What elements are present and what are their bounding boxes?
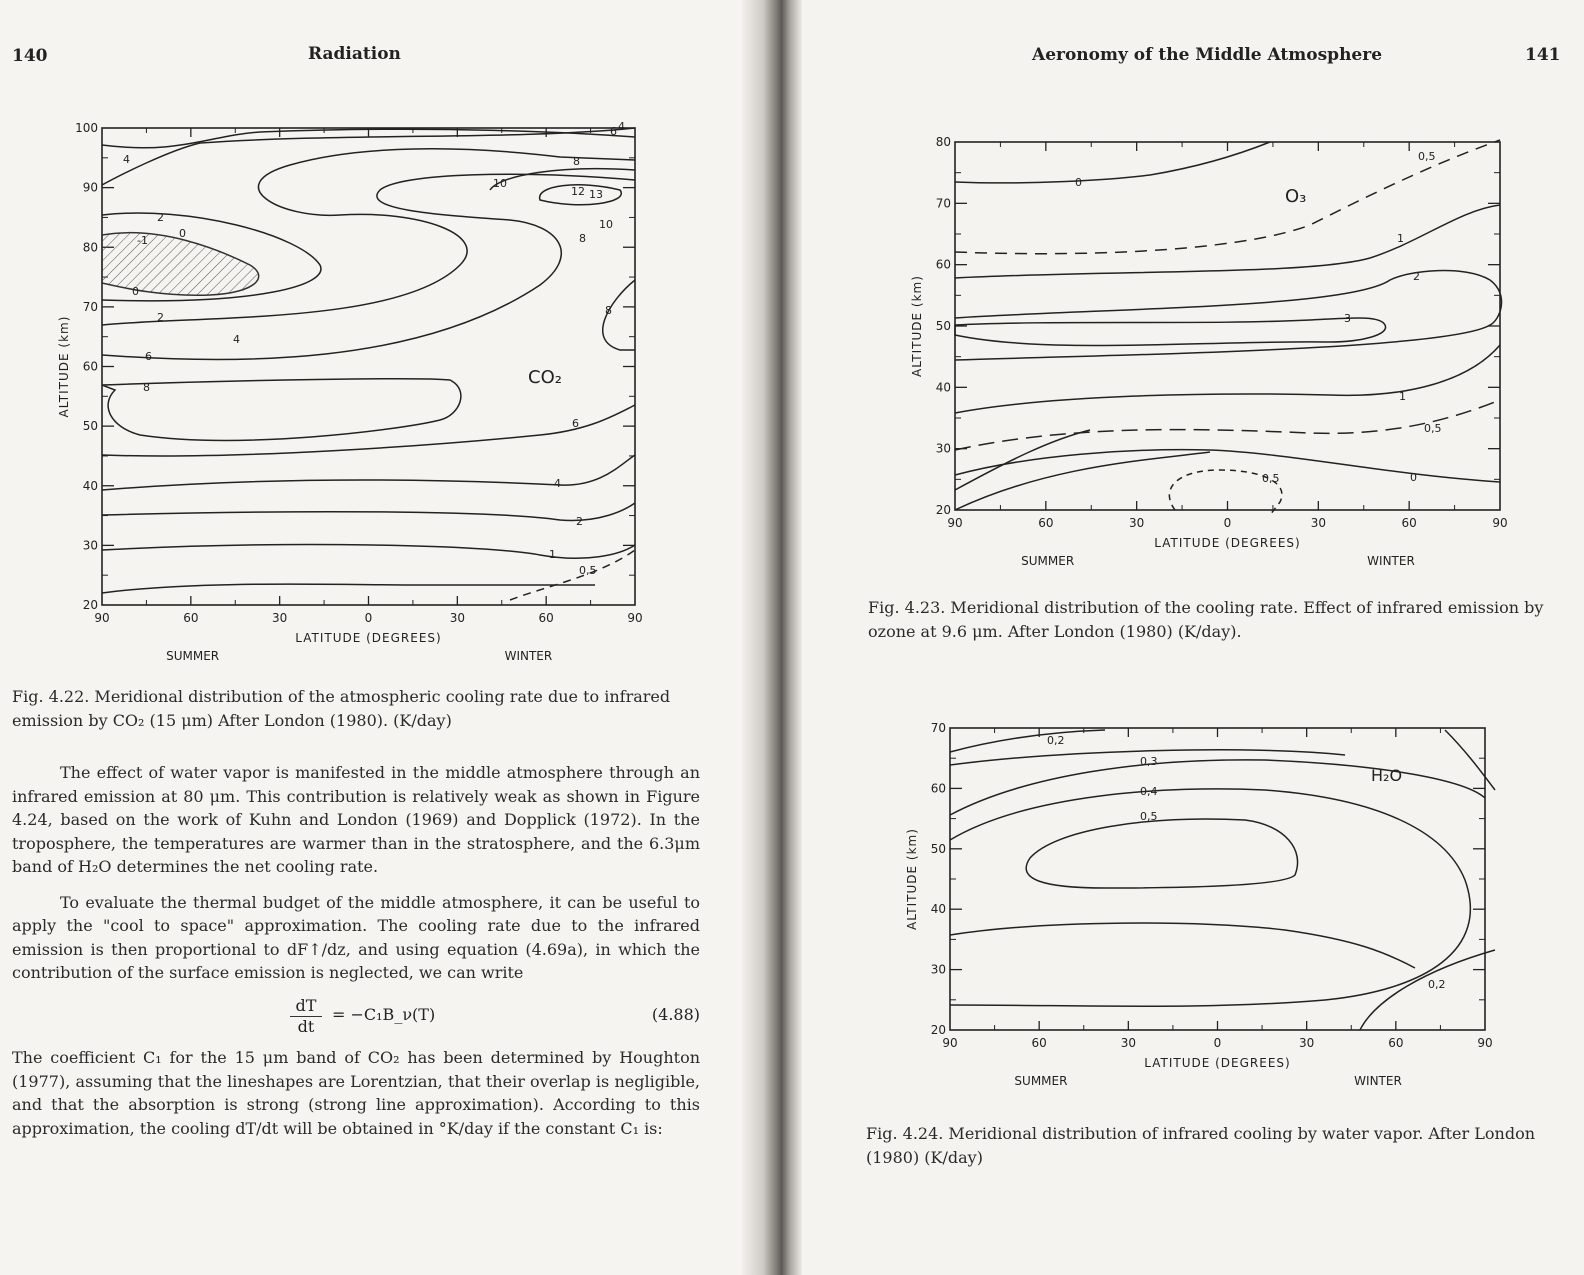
h2o-y-tick-label: 20 <box>930 1023 946 1037</box>
co2-y-tick-label: 80 <box>82 240 98 255</box>
o3-y-tick-label: 40 <box>935 380 951 395</box>
book-gutter-shadow <box>742 0 802 1275</box>
svg-text:2: 2 <box>157 211 164 224</box>
svg-text:1: 1 <box>549 548 556 561</box>
paragraph-cool-to-space: To evaluate the thermal budget of the middle atmosphere, it can be useful to apply the "cool to space" approximation. The cooling rate due to the infrared emission is then proportional to dF↑/dz, and using equation (4.69a), in which the contribution of the surface emission is neglected, we can write <box>12 892 700 982</box>
svg-text:2: 2 <box>157 311 164 324</box>
co2-x-tick-label: 60 <box>183 611 199 625</box>
svg-text:1: 1 <box>1397 232 1404 245</box>
page-number-right: 141 <box>1525 45 1561 65</box>
co2-y-tick-label: 20 <box>82 598 98 612</box>
o3-y-axis-title: ALTITUDE (km) <box>910 275 924 377</box>
co2-x-tick-label: 90 <box>627 611 643 625</box>
svg-text:0,4: 0,4 <box>1140 785 1158 798</box>
co2-y-tick-label: 30 <box>82 538 98 553</box>
h2o-x-axis-title: LATITUDE (DEGREES) <box>1144 1056 1291 1070</box>
h2o-y-tick-label: 40 <box>930 902 946 917</box>
o3-x-tick-label: 30 <box>1310 516 1326 530</box>
fig-4-24-caption: Fig. 4.24. Meridional distribution of infrared cooling by water vapor. After London (1980) (K/day) <box>866 1124 1535 1167</box>
co2-y-axis-title: ALTITUDE (km) <box>57 315 71 418</box>
body-text-left <box>12 761 700 997</box>
co2-cooling-chart <box>40 115 680 675</box>
co2-y-tick-label: 70 <box>82 299 98 314</box>
o3-x-tick-label: 90 <box>947 516 963 530</box>
h2o-species-label: H₂O <box>1371 766 1403 785</box>
co2-x-tick-label: 30 <box>272 611 288 625</box>
svg-text:0: 0 <box>1410 471 1417 484</box>
paragraph-coefficient: The coefficient C₁ for the 15 μm band of CO₂ has been determined by Houghton (1977), assuming that the lineshapes are Lorentzian, that their overlap is negligible, and that the absorption is strong (strong line approximation). According to this approximation, the cooling dT/dt will be obtained in °K/day if the constant C₁ is: <box>12 1048 700 1138</box>
svg-text:0,3: 0,3 <box>1140 755 1158 768</box>
fig-4-23-caption: Fig. 4.23. Meridional distribution of the cooling rate. Effect of infrared emission by ozone at 9.6 μm. After London (1980) (K/day). <box>868 598 1544 641</box>
page-number-left: 140 <box>12 46 48 66</box>
h2o-x-tick-label: 60 <box>1031 1036 1047 1050</box>
co2-x-tick-label: 90 <box>94 611 110 625</box>
o3-summer-label: SUMMER <box>1021 554 1075 568</box>
o3-y-tick-label: 60 <box>935 257 951 272</box>
o3-species-label: O₃ <box>1285 186 1307 207</box>
h2o-x-tick-label: 0 <box>1213 1036 1222 1050</box>
co2-y-tick-label: 40 <box>82 478 98 493</box>
co2-x-tick-label: 30 <box>449 611 465 625</box>
svg-text:2: 2 <box>576 515 583 528</box>
h2o-y-tick-label: 60 <box>930 781 946 796</box>
svg-text:4: 4 <box>618 120 625 133</box>
co2-contours <box>102 128 635 600</box>
equation-fraction <box>290 996 322 1037</box>
svg-text:12: 12 <box>571 185 585 198</box>
svg-text:8: 8 <box>143 381 150 394</box>
svg-text:4: 4 <box>554 477 561 490</box>
running-head-left: Radiation <box>308 44 401 64</box>
h2o-x-tick-label: 60 <box>1388 1036 1404 1050</box>
running-head-right: Aeronomy of the Middle Atmosphere <box>1032 45 1383 65</box>
co2-species-label: CO₂ <box>528 367 562 388</box>
o3-x-tick-label: 60 <box>1401 516 1417 530</box>
o3-plot-frame <box>955 142 1500 510</box>
o3-x-axis-title: LATITUDE (DEGREES) <box>1154 536 1301 550</box>
co2-x-tick-label: 0 <box>364 611 373 625</box>
o3-x-tick-label: 60 <box>1038 516 1054 530</box>
svg-text:0: 0 <box>179 227 186 240</box>
co2-winter-label: WINTER <box>504 649 553 663</box>
svg-text:6: 6 <box>572 417 579 430</box>
o3-y-tick-label: 20 <box>935 503 951 517</box>
co2-y-tick-label: 100 <box>75 121 98 135</box>
o3-y-tick-label: 70 <box>935 196 951 211</box>
co2-y-tick-label: 90 <box>82 180 98 195</box>
paragraph-water-vapor: The effect of water vapor is manifested in the middle atmosphere through an infrared emission at 80 μm. This contribution is relatively weak as shown in Figure 4.24, based on the work of Kuhn and London (1969) and Dopplick (1972). In the troposphere, the temperatures are warmer than in the stratosphere, and the 6.3μm band of H₂O determines the net cooling rate. <box>12 763 700 876</box>
equation-denominator: dt <box>297 1017 315 1036</box>
svg-text:0: 0 <box>1075 176 1082 189</box>
svg-text:6: 6 <box>145 350 152 363</box>
left-page <box>0 0 775 1275</box>
o3-x-tick-label: 0 <box>1223 516 1232 530</box>
o3-cooling-chart <box>910 130 1510 575</box>
h2o-summer-label: SUMMER <box>1014 1074 1068 1088</box>
h2o-y-axis-title: ALTITUDE (km) <box>905 828 919 930</box>
h2o-y-tick-label: 70 <box>930 721 946 735</box>
equation-number: (4.88) <box>651 1005 700 1024</box>
svg-text:4: 4 <box>123 153 130 166</box>
h2o-y-tick-label: 50 <box>930 841 946 856</box>
svg-text:0,5: 0,5 <box>1262 472 1280 485</box>
svg-text:-1: -1 <box>137 234 148 247</box>
co2-summer-label: SUMMER <box>166 649 220 663</box>
co2-y-tick-label: 50 <box>82 419 98 434</box>
o3-y-tick-label: 50 <box>935 319 951 333</box>
h2o-x-tick-label: 30 <box>1299 1036 1315 1050</box>
svg-text:4: 4 <box>233 333 240 346</box>
svg-text:0,2: 0,2 <box>1428 978 1446 991</box>
h2o-axes <box>905 721 1493 1088</box>
h2o-x-tick-label: 90 <box>1477 1036 1493 1050</box>
svg-text:13: 13 <box>589 188 603 201</box>
svg-text:10: 10 <box>493 177 507 190</box>
h2o-cooling-chart <box>905 720 1505 1100</box>
body-text-left-lower <box>12 1046 700 1152</box>
right-page <box>790 0 1584 1275</box>
svg-text:0: 0 <box>132 285 139 298</box>
equation-numerator: dT <box>290 996 322 1017</box>
o3-x-tick-label: 90 <box>1492 516 1508 530</box>
svg-text:10: 10 <box>599 218 613 231</box>
svg-text:6: 6 <box>610 125 617 138</box>
svg-text:0,5: 0,5 <box>1424 422 1442 435</box>
co2-y-tick-label: 60 <box>82 359 98 374</box>
svg-text:2: 2 <box>1413 270 1420 283</box>
h2o-y-tick-label: 30 <box>930 962 946 977</box>
svg-text:8: 8 <box>605 304 612 317</box>
o3-contours <box>955 140 1502 515</box>
h2o-x-tick-label: 90 <box>942 1036 958 1050</box>
svg-text:0,5: 0,5 <box>579 564 597 577</box>
h2o-x-tick-label: 30 <box>1120 1036 1136 1050</box>
equation-4-88 <box>290 996 700 1036</box>
fig-4-22-caption: Fig. 4.22. Meridional distribution of the atmospheric cooling rate due to infrared emission by CO₂ (15 μm) After London (1980). (K/day) <box>12 687 671 730</box>
svg-text:1: 1 <box>1399 390 1406 403</box>
o3-y-tick-label: 80 <box>935 135 951 149</box>
co2-x-tick-label: 60 <box>538 611 554 625</box>
svg-text:8: 8 <box>573 155 580 168</box>
svg-text:0,2: 0,2 <box>1047 734 1065 747</box>
svg-text:0,5: 0,5 <box>1418 150 1436 163</box>
o3-x-tick-label: 30 <box>1129 516 1145 530</box>
svg-text:8: 8 <box>579 232 586 245</box>
o3-winter-label: WINTER <box>1367 554 1415 568</box>
h2o-winter-label: WINTER <box>1354 1074 1402 1088</box>
h2o-contours <box>950 730 1495 1030</box>
svg-text:0,5: 0,5 <box>1140 810 1158 823</box>
svg-text:3: 3 <box>1344 312 1351 325</box>
o3-contour-labels <box>1075 150 1442 485</box>
co2-x-axis-title: LATITUDE (DEGREES) <box>295 631 442 645</box>
equation-rhs: = −C₁B_ν(T) <box>332 1005 436 1024</box>
o3-y-tick-label: 30 <box>935 441 951 456</box>
